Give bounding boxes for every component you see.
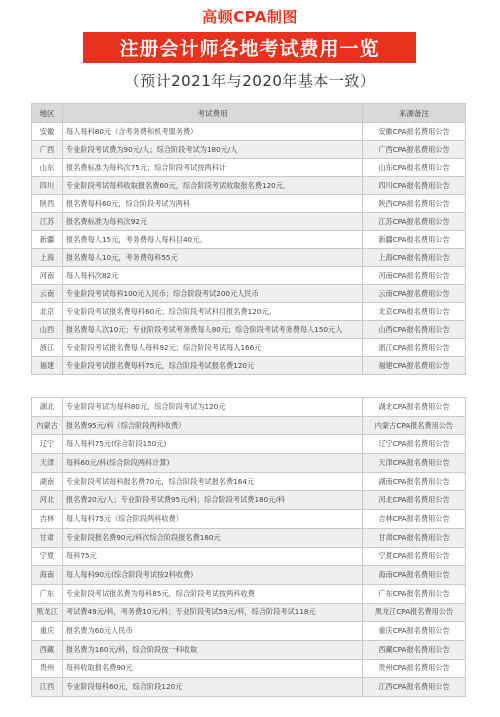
table-row — [32, 584, 466, 603]
region-cell: 河南 — [32, 267, 63, 285]
source-cell: 黑龙江CPA报名费用公告 — [363, 603, 466, 622]
region-cell: 西藏 — [32, 640, 63, 659]
source-cell: 北京CPA报名费用公告 — [363, 303, 466, 321]
table-row — [32, 566, 466, 585]
region-cell: 内蒙古 — [32, 416, 63, 435]
table-row — [32, 659, 466, 678]
fee-cell: 报名费标准为每科次92元 — [63, 213, 363, 231]
region-cell: 广东 — [32, 584, 63, 603]
subtitle: （预计2021年与2020年基本一致） — [124, 72, 376, 90]
region-cell: 安徽 — [32, 123, 63, 141]
fee-cell: 专业阶段考试为每科80元，综合阶段考试为120元 — [63, 398, 363, 417]
source-cell: 浙江CPA报名费用公告 — [363, 339, 466, 357]
table-row — [32, 435, 466, 454]
region-cell: 甘肃 — [32, 528, 63, 547]
table-row — [32, 285, 466, 303]
fee-cell: 每科75元 — [63, 547, 363, 566]
table-row — [32, 491, 466, 510]
table-row — [32, 141, 466, 159]
source-cell: 河北CPA报名费用公告 — [363, 491, 466, 510]
source-cell: 福建CPA报名费用公告 — [363, 357, 466, 375]
fee-cell: 报名费每人15元，考务费每人每科目40元。 — [63, 231, 363, 249]
region-cell: 新疆 — [32, 231, 63, 249]
region-cell: 宁夏 — [32, 547, 63, 566]
source-cell: 山西CPA报名费用公告 — [363, 321, 466, 339]
fee-cell: 报名费20元/人；专业阶段考试费95元/科；综合阶段考试费180元/科 — [63, 491, 363, 510]
table-row — [32, 159, 466, 177]
table-row — [32, 603, 466, 622]
fee-table-1 — [31, 103, 466, 375]
region-cell: 浙江 — [32, 339, 63, 357]
table-row — [32, 123, 466, 141]
fee-cell: 专业阶段考试报名费每人每科92元；综合阶段考试每人166元 — [63, 339, 363, 357]
region-cell: 黑龙江 — [32, 603, 63, 622]
header-region: 地区 — [32, 104, 63, 123]
source-cell: 陕西CPA报名费用公告 — [363, 195, 466, 213]
fee-cell: 报名费95元/科（综合阶段两科收费） — [63, 416, 363, 435]
table-gap — [31, 383, 465, 395]
source-cell: 广西CPA报名费用公告 — [363, 141, 466, 159]
brand-title: 高顿CPA制图 — [202, 8, 298, 26]
region-cell: 天津 — [32, 454, 63, 473]
fee-cell: 报名费每人次10元；专业阶段考试考务费每人80元；综合阶段考试考务费每人150元人 — [63, 321, 363, 339]
table-row — [32, 321, 466, 339]
source-cell: 湖南CPA报名费用公告 — [363, 472, 466, 491]
fee-cell: 报名费为160元/科，综合阶段按一科收取 — [63, 640, 363, 659]
source-cell: 辽宁CPA报名费用公告 — [363, 435, 466, 454]
fee-cell: 专业阶段考试每科100元人民币；综合阶段考试200元人民币 — [63, 285, 363, 303]
table-row — [32, 231, 466, 249]
source-cell: 江西CPA报名费用公告 — [363, 678, 466, 697]
table-row — [32, 416, 466, 435]
source-cell: 宁夏CPA报名费用公告 — [363, 547, 466, 566]
source-cell: 山东CPA报名费用公告 — [363, 159, 466, 177]
fee-cell: 报名费每人10元，考务费每科55元 — [63, 249, 363, 267]
region-cell: 福建 — [32, 357, 63, 375]
table-row — [32, 195, 466, 213]
region-cell: 河北 — [32, 491, 63, 510]
fee-cell: 专业阶段考试报名费为每科85元，综合阶段考试按两科收费 — [63, 584, 363, 603]
region-cell: 四川 — [32, 177, 63, 195]
source-cell: 湖北CPA报名费用公告 — [363, 398, 466, 417]
header-source: 来源备注 — [363, 104, 466, 123]
banner-title: 注册会计师各地考试费用一览 — [83, 32, 416, 63]
fee-table-2 — [31, 397, 466, 697]
region-cell: 云南 — [32, 285, 63, 303]
fee-cell: 报名费标准为每科次75元；综合阶段考试按两科计 — [63, 159, 363, 177]
table-header-row — [32, 104, 466, 123]
region-cell: 吉林 — [32, 510, 63, 529]
source-cell: 天津CPA报名费用公告 — [363, 454, 466, 473]
source-cell: 贵州CPA报名费用公告 — [363, 659, 466, 678]
source-cell: 江苏CPA报名费用公告 — [363, 213, 466, 231]
region-cell: 上海 — [32, 249, 63, 267]
table-row — [32, 454, 466, 473]
region-cell: 北京 — [32, 303, 63, 321]
source-cell: 四川CPA报名费用公告 — [363, 177, 466, 195]
table-row — [32, 339, 466, 357]
region-cell: 山东 — [32, 159, 63, 177]
fee-cell: 专业阶段考试每科报名费70元，综合阶段考试报名费164元 — [63, 472, 363, 491]
source-cell: 安徽CPA报名费用公告 — [363, 123, 466, 141]
region-cell: 陕西 — [32, 195, 63, 213]
table-row — [32, 357, 466, 375]
table-row — [32, 398, 466, 417]
fee-cell: 报名费为60元人民币 — [63, 622, 363, 641]
fee-cell: 专业阶段报名费90元/科次综合阶段报名费180元 — [63, 528, 363, 547]
source-cell: 吉林CPA报名费用公告 — [363, 510, 466, 529]
table-row — [32, 177, 466, 195]
region-cell: 湖北 — [32, 398, 63, 417]
table-row — [32, 249, 466, 267]
fee-cell: 每科60元/科(综合阶段两科计算) — [63, 454, 363, 473]
source-cell: 河南CPA报名费用公告 — [363, 267, 466, 285]
fee-cell: 专业阶段考试报名费每科60元；综合阶段考试科目报名费120元。 — [63, 303, 363, 321]
header-fee: 考试费用 — [63, 104, 363, 123]
region-cell: 山西 — [32, 321, 63, 339]
table-row — [32, 547, 466, 566]
source-cell: 西藏CPA报名费用公告 — [363, 640, 466, 659]
source-cell: 云南CPA报名费用公告 — [363, 285, 466, 303]
fee-cell: 每人每科75元(综合阶段150元) — [63, 435, 363, 454]
fee-cell: 专业阶段考试费为90元/人；综合阶段考试为180元/人 — [63, 141, 363, 159]
region-cell: 湖南 — [32, 472, 63, 491]
source-cell: 上海CPA报名费用公告 — [363, 249, 466, 267]
table-row — [32, 640, 466, 659]
table-row — [32, 213, 466, 231]
region-cell: 广西 — [32, 141, 63, 159]
region-cell: 贵州 — [32, 659, 63, 678]
table-row — [32, 678, 466, 697]
region-cell: 重庆 — [32, 622, 63, 641]
source-cell: 甘肃CPA报名费用公告 — [363, 528, 466, 547]
fee-cell: 专业阶段考试每科收取报名费60元，综合阶段考试收取报名费120元。 — [63, 177, 363, 195]
source-cell: 海南CPA报名费用公告 — [363, 566, 466, 585]
fee-cell: 每科收取报名费90元 — [63, 659, 363, 678]
source-cell: 新疆CPA报名费用公告 — [363, 231, 466, 249]
region-cell: 海南 — [32, 566, 63, 585]
fee-cell: 专业阶段每科60元，综合阶段120元 — [63, 678, 363, 697]
fee-cell: 报名费每科60元，综合阶段考试为两科 — [63, 195, 363, 213]
table-row — [32, 267, 466, 285]
table-row — [32, 472, 466, 491]
fee-cell: 专业阶段考试报名费每科75元，综合阶段考试报名费120元 — [63, 357, 363, 375]
table-row — [32, 622, 466, 641]
fee-cell: 每人每科次82元 — [63, 267, 363, 285]
source-cell: 内蒙古CPA报名费用公告 — [363, 416, 466, 435]
region-cell: 江西 — [32, 678, 63, 697]
table-row — [32, 303, 466, 321]
source-cell: 广东CPA报名费用公告 — [363, 584, 466, 603]
source-cell: 重庆CPA报名费用公告 — [363, 622, 466, 641]
region-cell: 辽宁 — [32, 435, 63, 454]
fee-cell: 考试费49元/科，考务费10元/科；专业阶段考试59元/科，综合阶段考试118元 — [63, 603, 363, 622]
fee-cell: 每人每科75元（综合阶段两科收费） — [63, 510, 363, 529]
fee-cell: 每人每科80元（含考务费和机考服务费） — [63, 123, 363, 141]
table-row — [32, 528, 466, 547]
region-cell: 江苏 — [32, 213, 63, 231]
fee-cell: 每人每科90元(综合阶段考试按2科收费) — [63, 566, 363, 585]
table-row — [32, 510, 466, 529]
